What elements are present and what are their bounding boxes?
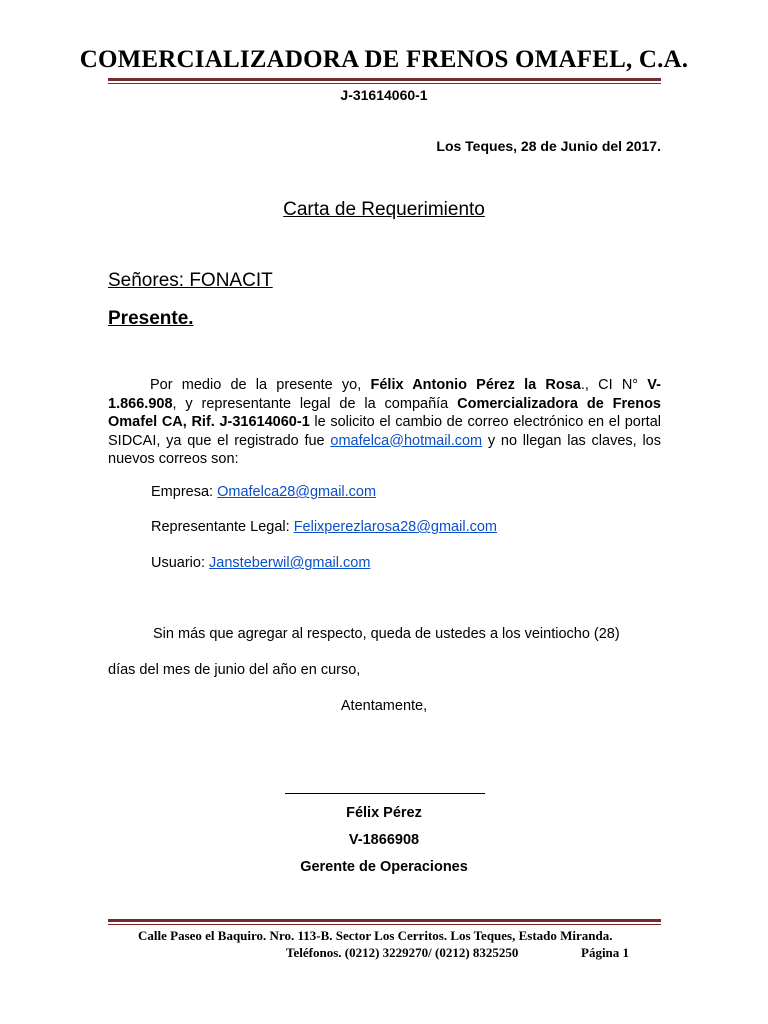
company-rif: J-31614060-1: [340, 87, 428, 103]
farewell: Atentamente,: [340, 698, 428, 714]
email-link-usuario[interactable]: Jansteberwil@gmail.com: [209, 555, 371, 571]
email-link-empresa[interactable]: Omafelca28@gmail.com: [217, 484, 377, 500]
email-label: Usuario:: [151, 555, 210, 571]
company-name: COMERCIALIZADORA DE FRENOS OMAFEL, C.A.: [79, 46, 689, 73]
footer-phones: Teléfonos. (0212) 3229270/ (0212) 8325250: [286, 945, 519, 960]
company-reference: Comercializadora de Frenos Omafel CA, Rif. J-31614060-1: [108, 395, 661, 430]
body-text-2: ., CI N°: [580, 377, 648, 393]
sender-ci: V-1.866.908: [108, 377, 661, 412]
letter-body: [108, 376, 661, 469]
footer-rule-thick: [108, 919, 661, 922]
email-line-representante: [151, 519, 497, 535]
email-line-empresa: [151, 484, 376, 500]
header-rule-thick: [108, 78, 661, 81]
email-line-usuario: [151, 555, 370, 571]
body-text-3: , y representante legal de la compañía: [172, 395, 458, 412]
email-link-representante[interactable]: Felixperezlarosa28@gmail.com: [293, 519, 497, 535]
old-email-link[interactable]: omafelca@hotmail.com: [330, 432, 483, 449]
footer-address: Calle Paseo el Baquiro. Nro. 113-B. Sector Los Cerritos. Los Teques, Estado Miranda.: [138, 928, 613, 943]
signature-line: [285, 793, 485, 794]
header-rule-thin: [108, 83, 661, 84]
letter-recipient: Señores: FONACIT: [108, 270, 273, 291]
signer-title: Gerente de Operaciones: [300, 859, 468, 875]
body-text-4: le solicito el cambio de correo electrónico en el portal SIDCAI, ya que el registrado fue: [108, 414, 661, 449]
email-label: Representante Legal:: [151, 519, 294, 535]
closing-line-1: Sin más que agregar al respecto, queda de ustedes a los veintiocho (28): [153, 626, 620, 642]
sender-full-name: Félix Antonio Pérez la Rosa: [370, 377, 581, 393]
signer-id: V-1866908: [348, 832, 420, 848]
footer-page-number: Página 1: [581, 945, 630, 960]
letter-subject: Carta de Requerimiento: [283, 199, 485, 220]
body-text-1: Por medio de la presente yo,: [150, 377, 371, 393]
closing-line-2: días del mes de junio del año en curso,: [108, 662, 361, 678]
footer-rule-thin: [108, 924, 661, 925]
body-text-5: y no llegan las claves, los nuevos correos son:: [108, 432, 661, 467]
email-label: Empresa:: [151, 484, 218, 500]
signer-name: Félix Pérez: [346, 805, 422, 821]
letter-date: Los Teques, 28 de Junio del 2017.: [436, 138, 661, 154]
letter-salutation: Presente.: [108, 308, 194, 329]
